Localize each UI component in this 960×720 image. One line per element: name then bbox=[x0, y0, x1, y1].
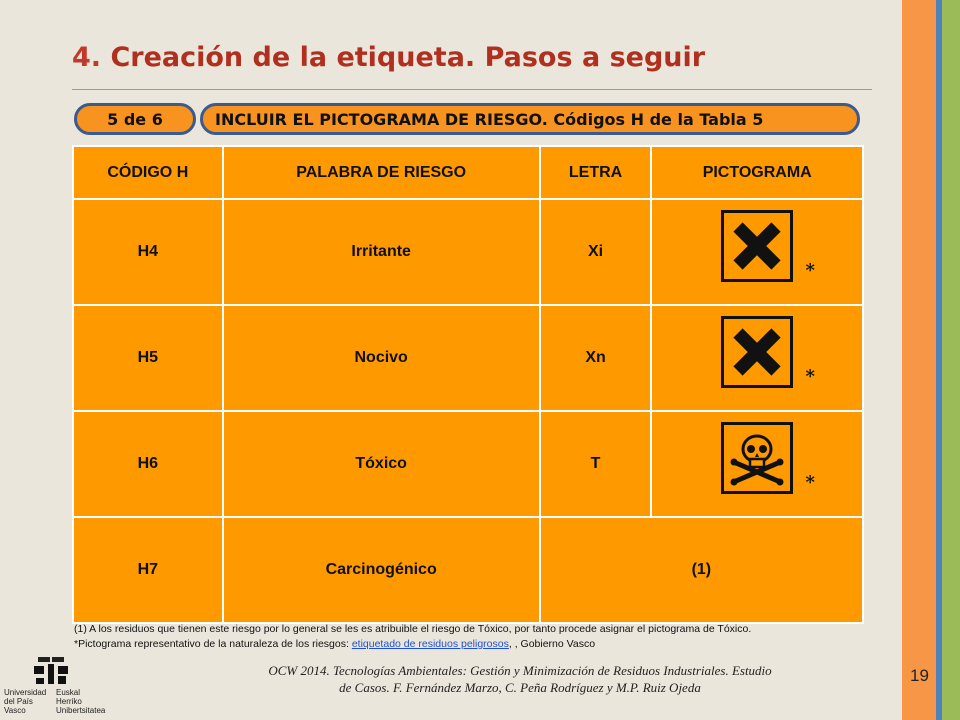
course-footer bbox=[230, 662, 810, 696]
column-header: LETRA bbox=[540, 146, 652, 199]
residuos-link[interactable]: etiquetado de residuos peligrosos bbox=[351, 638, 509, 650]
letter-cell: Xn bbox=[540, 305, 652, 411]
footnote-mark: * bbox=[805, 260, 815, 281]
column-header: PICTOGRAMA bbox=[651, 146, 863, 199]
word-cell: Carcinogénico bbox=[223, 517, 540, 623]
upv-ehu-emblem-icon bbox=[0, 656, 106, 686]
letter-cell: T bbox=[540, 411, 652, 517]
step-header bbox=[200, 103, 860, 135]
pictogram-cell bbox=[651, 411, 863, 517]
table-row bbox=[73, 411, 863, 517]
title-text: Creación de la etiqueta. Pasos a seguir bbox=[110, 42, 706, 73]
skull-crossbones-icon bbox=[721, 422, 793, 494]
code-cell: H4 bbox=[73, 199, 223, 305]
column-header: PALABRA DE RIESGO bbox=[223, 146, 540, 199]
table-header-row bbox=[73, 146, 863, 199]
footnote-2-text: *Pictograma representativo de la naturaleza de los riesgos: bbox=[74, 638, 352, 650]
column-header: CÓDIGO H bbox=[73, 146, 223, 199]
right-orange-bar bbox=[902, 0, 936, 720]
logo-text-eu: Euskal Herriko Unibertsitatea bbox=[56, 688, 106, 715]
step-header-text: INCLUIR EL PICTOGRAMA DE RIESGO. Códigos H de la Tabla 5 bbox=[215, 109, 764, 129]
footnote-mark: * bbox=[805, 472, 815, 493]
step-label: 5 de 6 bbox=[107, 109, 163, 129]
word-cell: Tóxico bbox=[223, 411, 540, 517]
footnote-mark: * bbox=[805, 366, 815, 387]
footnote-2-suffix: , , Gobierno Vasco bbox=[508, 638, 596, 650]
step-badge bbox=[74, 103, 196, 135]
title-number: 4. bbox=[72, 42, 102, 73]
cross-icon bbox=[721, 316, 793, 388]
code-cell: H7 bbox=[73, 517, 223, 623]
footnotes bbox=[74, 622, 751, 652]
word-cell: Nocivo bbox=[223, 305, 540, 411]
table-row bbox=[73, 517, 863, 623]
code-cell: H6 bbox=[73, 411, 223, 517]
footnote-2 bbox=[74, 637, 751, 652]
right-green-bar bbox=[942, 0, 960, 720]
pictogram-cell bbox=[651, 199, 863, 305]
footnote-1: (1) A los residuos que tienen este riesgo por lo general se les es atribuible el riesgo de Tóxico, por tanto procede asignar el pictograma de Tóxico. bbox=[74, 623, 752, 635]
table-row bbox=[73, 199, 863, 305]
slide-title bbox=[72, 42, 705, 73]
pictogram-cell bbox=[651, 305, 863, 411]
footer-line-1: OCW 2014. Tecnologías Ambientales: Gestión y Minimización de Residuos Industriales. Estudio bbox=[268, 663, 772, 678]
hazard-table bbox=[72, 145, 864, 624]
letter-cell: Xi bbox=[540, 199, 652, 305]
code-cell: H5 bbox=[73, 305, 223, 411]
logo-text-es: Universidad del País Vasco bbox=[4, 688, 47, 715]
table-row bbox=[73, 305, 863, 411]
cross-icon bbox=[721, 210, 793, 282]
footer-line-2: de Casos. F. Fernández Marzo, C. Peña Rodríguez y M.P. Ruiz Ojeda bbox=[339, 680, 701, 695]
page-number: 19 bbox=[910, 666, 929, 685]
merged-cell: (1) bbox=[540, 517, 863, 623]
word-cell: Irritante bbox=[223, 199, 540, 305]
title-divider bbox=[72, 89, 872, 90]
university-logo bbox=[0, 656, 106, 715]
